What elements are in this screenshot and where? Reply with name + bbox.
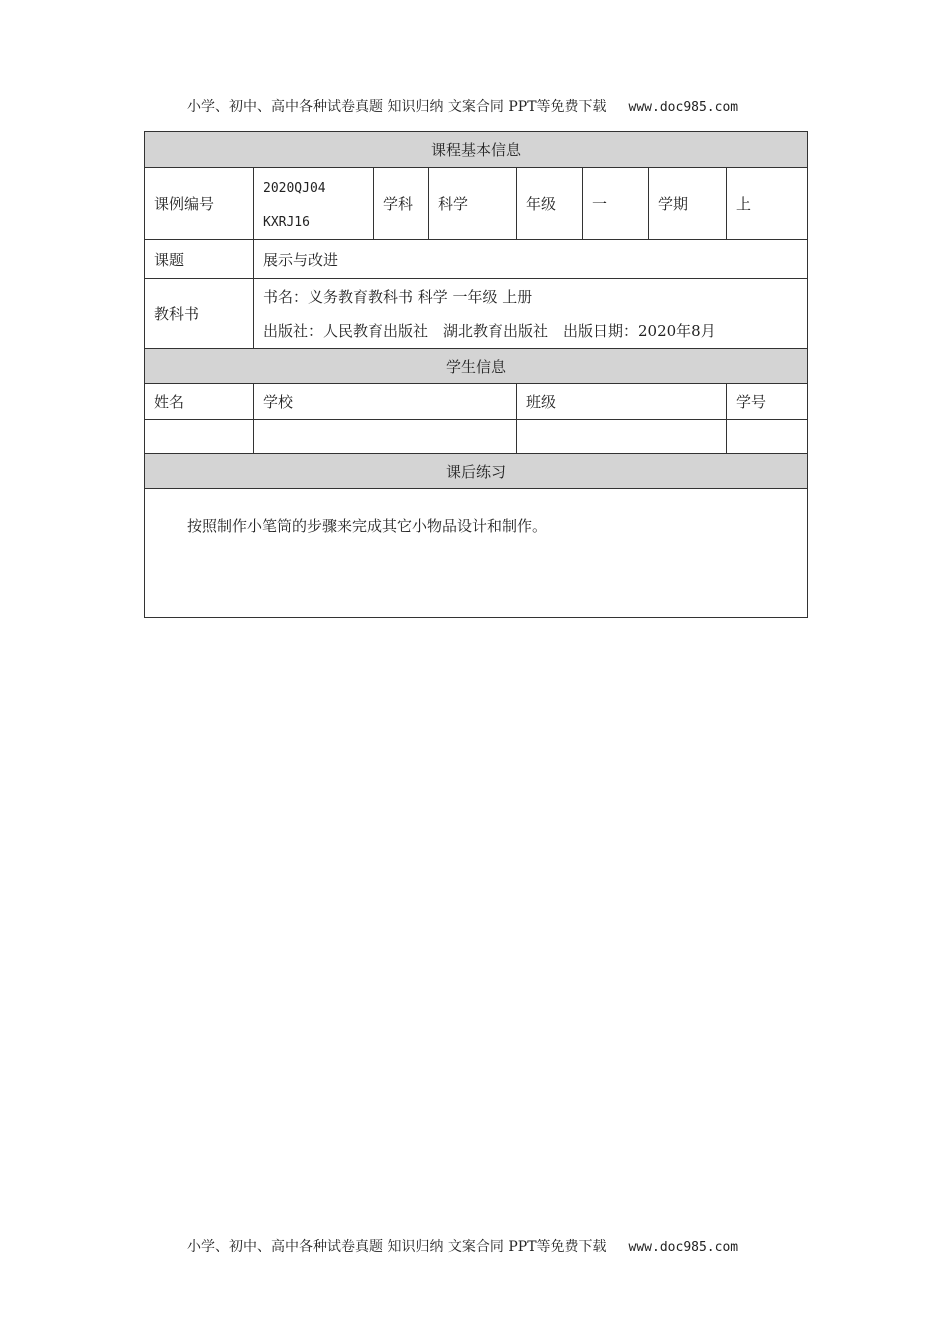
grade-label: 年级 [517, 168, 583, 240]
header-site: www.doc985.com [628, 100, 739, 115]
term-label: 学期 [649, 168, 727, 240]
student-school-field[interactable] [254, 420, 517, 454]
student-id-label: 学号 [727, 384, 808, 420]
course-info-table [144, 131, 808, 618]
student-name-field[interactable] [145, 420, 254, 454]
case-no-line2: KXRJ16 [263, 214, 310, 230]
topic-value: 展示与改进 [254, 240, 808, 279]
term-value: 上 [727, 168, 808, 240]
textbook-label: 教科书 [145, 279, 254, 349]
page-header [187, 96, 807, 116]
page-footer [187, 1236, 807, 1256]
student-class-label: 班级 [517, 384, 727, 420]
exercise-section-title: 课后练习 [145, 454, 808, 489]
case-no-label: 课例编号 [145, 168, 254, 240]
subject-label: 学科 [374, 168, 429, 240]
topic-label: 课题 [145, 240, 254, 279]
header-text: 小学、初中、高中各种试卷真题 知识归纳 文案合同 PPT等免费下载 [187, 99, 607, 115]
footer-text: 小学、初中、高中各种试卷真题 知识归纳 文案合同 PPT等免费下载 [187, 1239, 607, 1255]
subject-value: 科学 [429, 168, 517, 240]
course-section-title: 课程基本信息 [145, 132, 808, 168]
case-no-line1: 2020QJ04 [263, 180, 326, 196]
exercise-text: 按照制作小笔筒的步骤来完成其它小物品设计和制作。 [145, 489, 808, 618]
textbook-publisher: 出版社：人民教育出版社 湖北教育出版社 出版日期：2020年8月 [263, 321, 716, 340]
student-name-label: 姓名 [145, 384, 254, 420]
footer-site: www.doc985.com [628, 1240, 739, 1255]
textbook-value [254, 279, 808, 349]
textbook-title: 书名：义务教育教科书 科学 一年级 上册 [263, 287, 533, 306]
student-school-label: 学校 [254, 384, 517, 420]
grade-value: 一 [583, 168, 649, 240]
student-class-field[interactable] [517, 420, 727, 454]
student-section-title: 学生信息 [145, 349, 808, 384]
case-no-value [254, 168, 374, 240]
student-id-field[interactable] [727, 420, 808, 454]
